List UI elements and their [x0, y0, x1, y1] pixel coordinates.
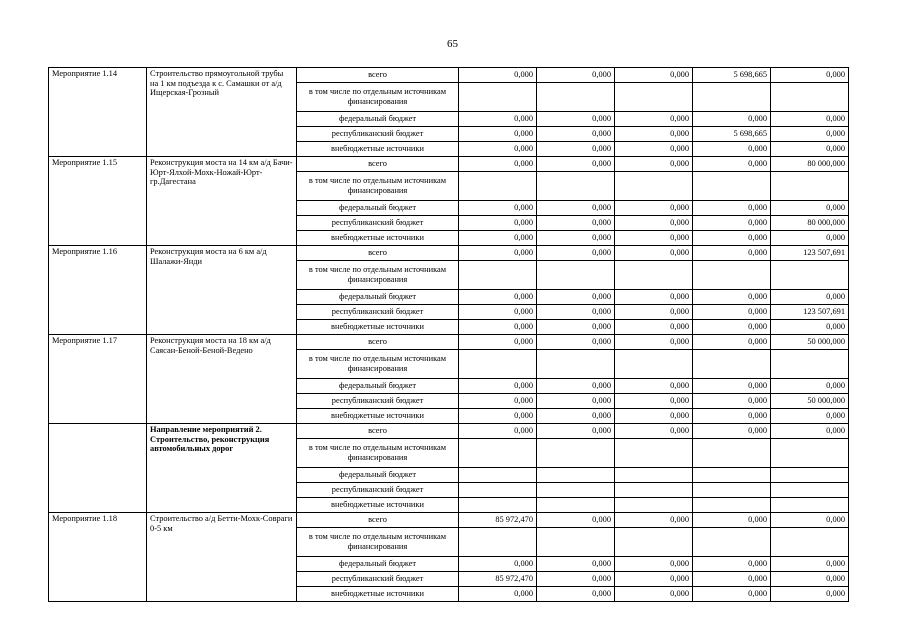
value-cell: 0,000 [615, 305, 693, 320]
event-code: Мероприятие 1.16 [49, 246, 147, 335]
value-cell [771, 172, 849, 201]
value-cell: 0,000 [615, 513, 693, 528]
value-cell [459, 528, 537, 557]
value-cell [771, 439, 849, 468]
value-cell: 0,000 [537, 572, 615, 587]
value-cell [771, 483, 849, 498]
value-cell: 0,000 [693, 157, 771, 172]
value-cell: 0,000 [693, 305, 771, 320]
funding-source: республиканский бюджет [297, 305, 459, 320]
event-name: Строительство прямоугольной трубы на 1 км подъезда к с. Самашки от а/д Ищерская-Грозный [147, 68, 297, 157]
funding-source: республиканский бюджет [297, 483, 459, 498]
value-cell [459, 439, 537, 468]
value-cell [693, 468, 771, 483]
value-cell: 0,000 [459, 290, 537, 305]
event-name: Строительство а/д Бетти-Мохк-Совраги 0-5 км [147, 513, 297, 602]
value-cell: 0,000 [615, 335, 693, 350]
value-cell: 123 507,691 [771, 246, 849, 261]
value-cell [537, 468, 615, 483]
value-cell: 0,000 [459, 112, 537, 127]
value-cell [537, 439, 615, 468]
value-cell [693, 498, 771, 513]
value-cell: 0,000 [459, 305, 537, 320]
value-cell: 0,000 [693, 216, 771, 231]
value-cell: 0,000 [771, 587, 849, 602]
funding-source: республиканский бюджет [297, 572, 459, 587]
value-cell [459, 172, 537, 201]
value-cell [615, 261, 693, 290]
value-cell: 0,000 [771, 201, 849, 216]
event-code [49, 424, 147, 513]
value-cell [537, 172, 615, 201]
value-cell: 0,000 [537, 112, 615, 127]
value-cell: 0,000 [459, 68, 537, 83]
value-cell: 0,000 [459, 587, 537, 602]
value-cell: 0,000 [615, 379, 693, 394]
value-cell [537, 498, 615, 513]
funding-source: федеральный бюджет [297, 468, 459, 483]
value-cell: 0,000 [459, 379, 537, 394]
value-cell: 0,000 [537, 157, 615, 172]
value-cell [771, 528, 849, 557]
value-cell [693, 172, 771, 201]
value-cell: 0,000 [771, 68, 849, 83]
funding-source: всего [297, 424, 459, 439]
value-cell: 5 698,665 [693, 68, 771, 83]
value-cell [615, 483, 693, 498]
value-cell: 0,000 [615, 572, 693, 587]
value-cell: 0,000 [537, 320, 615, 335]
funding-source: внебюджетные источники [297, 587, 459, 602]
value-cell: 85 972,470 [459, 513, 537, 528]
value-cell: 0,000 [537, 68, 615, 83]
value-cell: 0,000 [693, 201, 771, 216]
value-cell: 0,000 [459, 246, 537, 261]
value-cell: 0,000 [615, 557, 693, 572]
value-cell: 0,000 [537, 335, 615, 350]
value-cell [771, 261, 849, 290]
event-code: Мероприятие 1.14 [49, 68, 147, 157]
value-cell: 0,000 [771, 424, 849, 439]
value-cell: 0,000 [693, 572, 771, 587]
funding-source: в том числе по отдельным источникам финансирования [297, 439, 459, 468]
value-cell: 0,000 [693, 394, 771, 409]
value-cell: 0,000 [537, 305, 615, 320]
budget-table [48, 67, 849, 602]
value-cell [693, 483, 771, 498]
value-cell [693, 528, 771, 557]
value-cell [537, 261, 615, 290]
value-cell: 0,000 [615, 409, 693, 424]
table-row [49, 335, 849, 350]
value-cell: 50 000,000 [771, 335, 849, 350]
funding-source: внебюджетные источники [297, 142, 459, 157]
value-cell: 0,000 [459, 142, 537, 157]
value-cell [771, 83, 849, 112]
value-cell: 0,000 [693, 409, 771, 424]
value-cell: 0,000 [615, 201, 693, 216]
value-cell [537, 483, 615, 498]
value-cell: 0,000 [459, 394, 537, 409]
value-cell: 0,000 [693, 335, 771, 350]
value-cell [537, 528, 615, 557]
value-cell: 0,000 [693, 587, 771, 602]
value-cell: 0,000 [537, 424, 615, 439]
value-cell: 0,000 [771, 572, 849, 587]
value-cell [615, 468, 693, 483]
funding-source: федеральный бюджет [297, 290, 459, 305]
value-cell [771, 350, 849, 379]
table-row [49, 424, 849, 439]
funding-source: в том числе по отдельным источникам финансирования [297, 261, 459, 290]
value-cell: 0,000 [537, 127, 615, 142]
value-cell: 0,000 [615, 142, 693, 157]
value-cell [537, 83, 615, 112]
value-cell: 0,000 [537, 216, 615, 231]
value-cell: 0,000 [537, 409, 615, 424]
value-cell: 0,000 [615, 231, 693, 246]
value-cell: 0,000 [771, 112, 849, 127]
event-code: Мероприятие 1.18 [49, 513, 147, 602]
value-cell: 0,000 [537, 142, 615, 157]
event-code: Мероприятие 1.15 [49, 157, 147, 246]
value-cell: 0,000 [771, 379, 849, 394]
value-cell [459, 483, 537, 498]
value-cell [615, 350, 693, 379]
value-cell: 0,000 [693, 142, 771, 157]
value-cell: 0,000 [693, 513, 771, 528]
value-cell [771, 468, 849, 483]
funding-source: в том числе по отдельным источникам финансирования [297, 83, 459, 112]
value-cell: 0,000 [693, 112, 771, 127]
value-cell: 80 000,000 [771, 157, 849, 172]
value-cell: 0,000 [459, 216, 537, 231]
value-cell: 0,000 [459, 557, 537, 572]
value-cell [615, 83, 693, 112]
value-cell: 0,000 [771, 409, 849, 424]
value-cell [459, 350, 537, 379]
value-cell: 0,000 [537, 290, 615, 305]
value-cell: 0,000 [693, 320, 771, 335]
value-cell: 0,000 [693, 246, 771, 261]
value-cell: 0,000 [771, 231, 849, 246]
value-cell [459, 498, 537, 513]
funding-source: в том числе по отдельным источникам финансирования [297, 528, 459, 557]
event-name: Направление мероприятий 2. Строительство, реконструкция автомобильных дорог [147, 424, 297, 513]
funding-source: всего [297, 246, 459, 261]
page-number: 65 [447, 38, 458, 50]
value-cell: 0,000 [615, 394, 693, 409]
value-cell: 0,000 [693, 557, 771, 572]
value-cell: 0,000 [615, 246, 693, 261]
value-cell: 0,000 [771, 290, 849, 305]
value-cell: 0,000 [615, 320, 693, 335]
value-cell: 0,000 [615, 127, 693, 142]
event-code: Мероприятие 1.17 [49, 335, 147, 424]
funding-source: республиканский бюджет [297, 216, 459, 231]
funding-source: федеральный бюджет [297, 201, 459, 216]
funding-source: федеральный бюджет [297, 557, 459, 572]
value-cell [459, 261, 537, 290]
funding-source: федеральный бюджет [297, 112, 459, 127]
funding-source: всего [297, 513, 459, 528]
event-name: Реконструкция моста на 6 км а/д Шалажи-Янди [147, 246, 297, 335]
funding-source: всего [297, 335, 459, 350]
table-row [49, 513, 849, 528]
value-cell: 0,000 [537, 231, 615, 246]
value-cell: 0,000 [615, 112, 693, 127]
value-cell: 80 000,000 [771, 216, 849, 231]
funding-source: внебюджетные источники [297, 409, 459, 424]
funding-source: федеральный бюджет [297, 379, 459, 394]
value-cell: 0,000 [459, 157, 537, 172]
funding-source: республиканский бюджет [297, 127, 459, 142]
value-cell: 0,000 [537, 587, 615, 602]
value-cell: 0,000 [459, 127, 537, 142]
value-cell: 0,000 [771, 127, 849, 142]
value-cell: 0,000 [693, 379, 771, 394]
value-cell [615, 528, 693, 557]
value-cell [615, 172, 693, 201]
value-cell: 0,000 [615, 216, 693, 231]
value-cell: 0,000 [537, 246, 615, 261]
value-cell: 0,000 [459, 335, 537, 350]
value-cell [459, 468, 537, 483]
value-cell [615, 498, 693, 513]
value-cell: 5 698,665 [693, 127, 771, 142]
value-cell [537, 350, 615, 379]
funding-source: внебюджетные источники [297, 320, 459, 335]
funding-source: всего [297, 68, 459, 83]
funding-source: республиканский бюджет [297, 394, 459, 409]
value-cell: 0,000 [459, 424, 537, 439]
value-cell: 0,000 [537, 513, 615, 528]
value-cell: 0,000 [459, 201, 537, 216]
funding-source: в том числе по отдельным источникам финансирования [297, 172, 459, 201]
table-row [49, 68, 849, 83]
table-row [49, 157, 849, 172]
value-cell: 50 000,000 [771, 394, 849, 409]
value-cell: 0,000 [537, 557, 615, 572]
funding-source: всего [297, 157, 459, 172]
value-cell [459, 83, 537, 112]
value-cell: 0,000 [615, 157, 693, 172]
funding-source: внебюджетные источники [297, 231, 459, 246]
value-cell: 0,000 [693, 424, 771, 439]
value-cell: 0,000 [459, 409, 537, 424]
value-cell [693, 83, 771, 112]
value-cell [693, 350, 771, 379]
value-cell: 0,000 [459, 231, 537, 246]
funding-source: в том числе по отдельным источникам финансирования [297, 350, 459, 379]
value-cell: 0,000 [615, 68, 693, 83]
value-cell: 0,000 [771, 142, 849, 157]
event-name: Реконструкция моста на 14 км а/д Бачи-Юрт-Ялхой-Мохк-Ножай-Юрт-гр.Дагестана [147, 157, 297, 246]
value-cell: 0,000 [537, 201, 615, 216]
value-cell: 0,000 [771, 320, 849, 335]
value-cell: 0,000 [771, 557, 849, 572]
value-cell [693, 261, 771, 290]
value-cell: 0,000 [693, 290, 771, 305]
value-cell: 0,000 [771, 513, 849, 528]
table-row [49, 246, 849, 261]
value-cell: 0,000 [615, 290, 693, 305]
funding-source: внебюджетные источники [297, 498, 459, 513]
value-cell: 0,000 [537, 379, 615, 394]
value-cell: 123 507,691 [771, 305, 849, 320]
value-cell: 0,000 [615, 424, 693, 439]
table-body [49, 68, 849, 602]
value-cell: 0,000 [537, 394, 615, 409]
value-cell [615, 439, 693, 468]
value-cell: 85 972,470 [459, 572, 537, 587]
value-cell: 0,000 [693, 231, 771, 246]
value-cell: 0,000 [459, 320, 537, 335]
event-name: Реконструкция моста на 18 км а/д Саясан-Беной-Беной-Ведено [147, 335, 297, 424]
value-cell [693, 439, 771, 468]
value-cell: 0,000 [615, 587, 693, 602]
value-cell [771, 498, 849, 513]
